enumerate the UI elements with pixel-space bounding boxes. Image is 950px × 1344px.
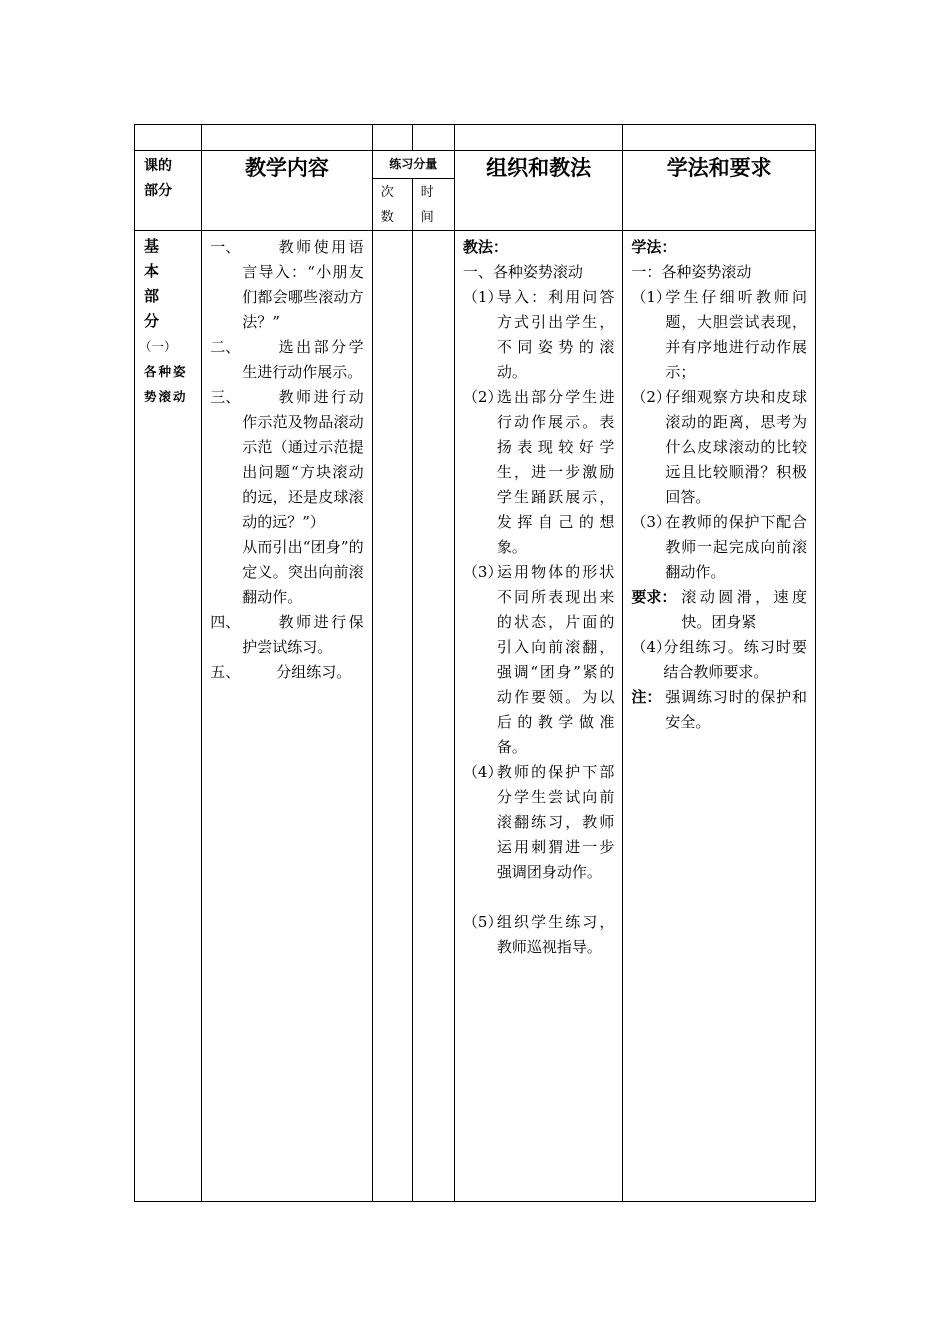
empty-cell <box>372 125 412 151</box>
table-row-empty <box>135 125 816 151</box>
content-item: 四、 教师进行保护尝试练习。 <box>210 613 364 656</box>
study-item: （4） 分组练习。练习时要结合教师要求。 <box>631 638 807 681</box>
count-cell <box>372 231 412 1202</box>
table-body-row <box>135 231 816 1202</box>
study-item: （1） 学生仔细听教师问题，大胆尝试表现，并有序地进行动作展示； <box>631 288 807 381</box>
section-title: 基本部分 <box>144 237 160 330</box>
study-title: 学法： <box>631 238 677 256</box>
learning-requirements <box>623 231 816 1202</box>
empty-cell <box>412 125 454 151</box>
content-item: 一、 教师使用语言导入：“小朋友们都会哪些滚动方法？” <box>210 238 364 331</box>
header-time: 时间 <box>412 179 454 231</box>
study-requirement: 要求： 滚动圆滑，速度快。团身紧 <box>631 588 807 631</box>
header-section: 课的部分 <box>135 151 202 231</box>
empty-cell <box>135 125 202 151</box>
method-title: 教法： <box>462 238 508 256</box>
content-item: 从而引出“团身”的定义。突出向前滚翻动作。 <box>242 538 364 606</box>
section-num: （一） <box>139 339 177 354</box>
header-organization: 组织和教法 <box>454 151 622 231</box>
method-item: （2） 选出部分学生进行动作展示。表扬表现较好学生，进一步激励学生踊跃展示，发挥自己的想象。 <box>462 388 615 556</box>
time-cell <box>412 231 454 1202</box>
section-name: 各种姿势滚动 <box>144 364 188 404</box>
empty-cell <box>623 125 816 151</box>
study-subtitle: 一：各种姿势滚动 <box>631 263 752 281</box>
header-learning: 学法和要求 <box>623 151 816 231</box>
lesson-plan-table <box>134 124 816 1202</box>
teaching-content <box>202 231 373 1202</box>
organization-method <box>454 231 622 1202</box>
table-header-row <box>135 151 816 179</box>
header-count: 次数 <box>372 179 412 231</box>
method-item: （1） 导入：利用问答方式引出学生，不同姿势的滚动。 <box>462 288 615 381</box>
study-note: 注： 强调练习时的保护和安全。 <box>631 688 807 731</box>
empty-cell <box>454 125 622 151</box>
method-item: （4） 教师的保护下部分学生尝试向前滚翻练习，教师运用刺猬进一步强调团身动作。 <box>462 763 615 881</box>
content-item: 三、 教师进行动作示范及物品滚动示范（通过示范提出问题“方块滚动的远，还是皮球滚动的远？”） <box>210 388 364 531</box>
study-item: （2） 仔细观察方块和皮球滚动的距离，思考为什么皮球滚动的比较远且比较顺滑？积极回答。 <box>631 388 807 506</box>
empty-cell <box>202 125 373 151</box>
method-item: （3） 运用物体的形状不同所表现出来的状态，片面的引入向前滚翻，强调“团身”紧的动作要领。为以后的教学做准备。 <box>462 563 615 756</box>
header-content: 教学内容 <box>202 151 373 231</box>
header-practice: 练习分量 <box>372 151 454 179</box>
method-subtitle: 一、各种姿势滚动 <box>462 263 583 281</box>
section-label <box>135 231 202 1202</box>
content-item: 五、 分组练习。 <box>210 663 352 681</box>
content-item: 二、 选出部分学生进行动作展示。 <box>210 338 364 381</box>
study-item: （3） 在教师的保护下配合教师一起完成向前滚翻动作。 <box>631 513 807 581</box>
method-item: （5） 组织学生练习，教师巡视指导。 <box>462 913 615 956</box>
